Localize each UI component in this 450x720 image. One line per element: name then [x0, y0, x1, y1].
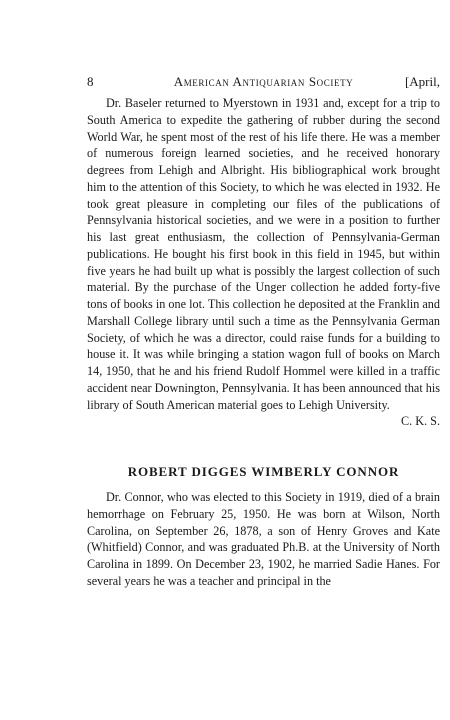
connor-obituary-heading: ROBERT DIGGES WIMBERLY CONNOR	[127, 464, 400, 479]
author-initials: C. K. S.	[401, 414, 440, 429]
issue-month: [April,	[404, 74, 440, 89]
baseler-obituary-text: Dr. Baseler returned to Myerstown in 1931 and, except for a trip to South America to expedite the gathering of rubber during the second World War, he spent most of the rest of his life there. He was a member of numerous foreign learned societies, and he received honorary degrees from Lehigh and Albright. His bibliographical work brought him to the attention of this Society, to which he was elected in 1932. He took great pleasure in completing our files of the publications of Pennsylvania historical societies, and we were in a position to further his last great enthusiasm, the collection of Pennsylvania-German publications. He bought his first book in this field in 1945, but within five years he had built up what is possibly the largest collection of such material. By the purchase of the Unger collection he added forty-five tons of books in one lot. This collection he deposited at the Franklin and Marshall College library until such a time as the Pennsylvania German Society, of which he was a director, could raise funds for a building to house it. It was while bringing a station wagon full of books on March 14, 1950, that he and his friend Rudolf Hommel were killed in a traffic accident near Downington, Pennsylvania. It has been announced that his library of South American material goes to Lehigh University.	[87, 96, 440, 412]
connor-obituary-paragraph: Dr. Connor, who was elected to this Society in 1919, died of a brain hemorrhage on February 25, 1950. He was born at Wilson, North Carolina, on September 26, 1878, a son of Henry Groves and Kate (Whitfield) Connor, and was graduated Ph.B. at the University of North Carolina in 1899. On December 23, 1902, he married Sadie Hanes. For several years he was a teacher and principal in the	[87, 490, 440, 588]
journal-title: American Antiquarian Society	[173, 74, 354, 89]
running-header	[87, 73, 440, 91]
page-number: 8	[87, 74, 94, 89]
baseler-obituary-paragraph	[87, 95, 440, 430]
